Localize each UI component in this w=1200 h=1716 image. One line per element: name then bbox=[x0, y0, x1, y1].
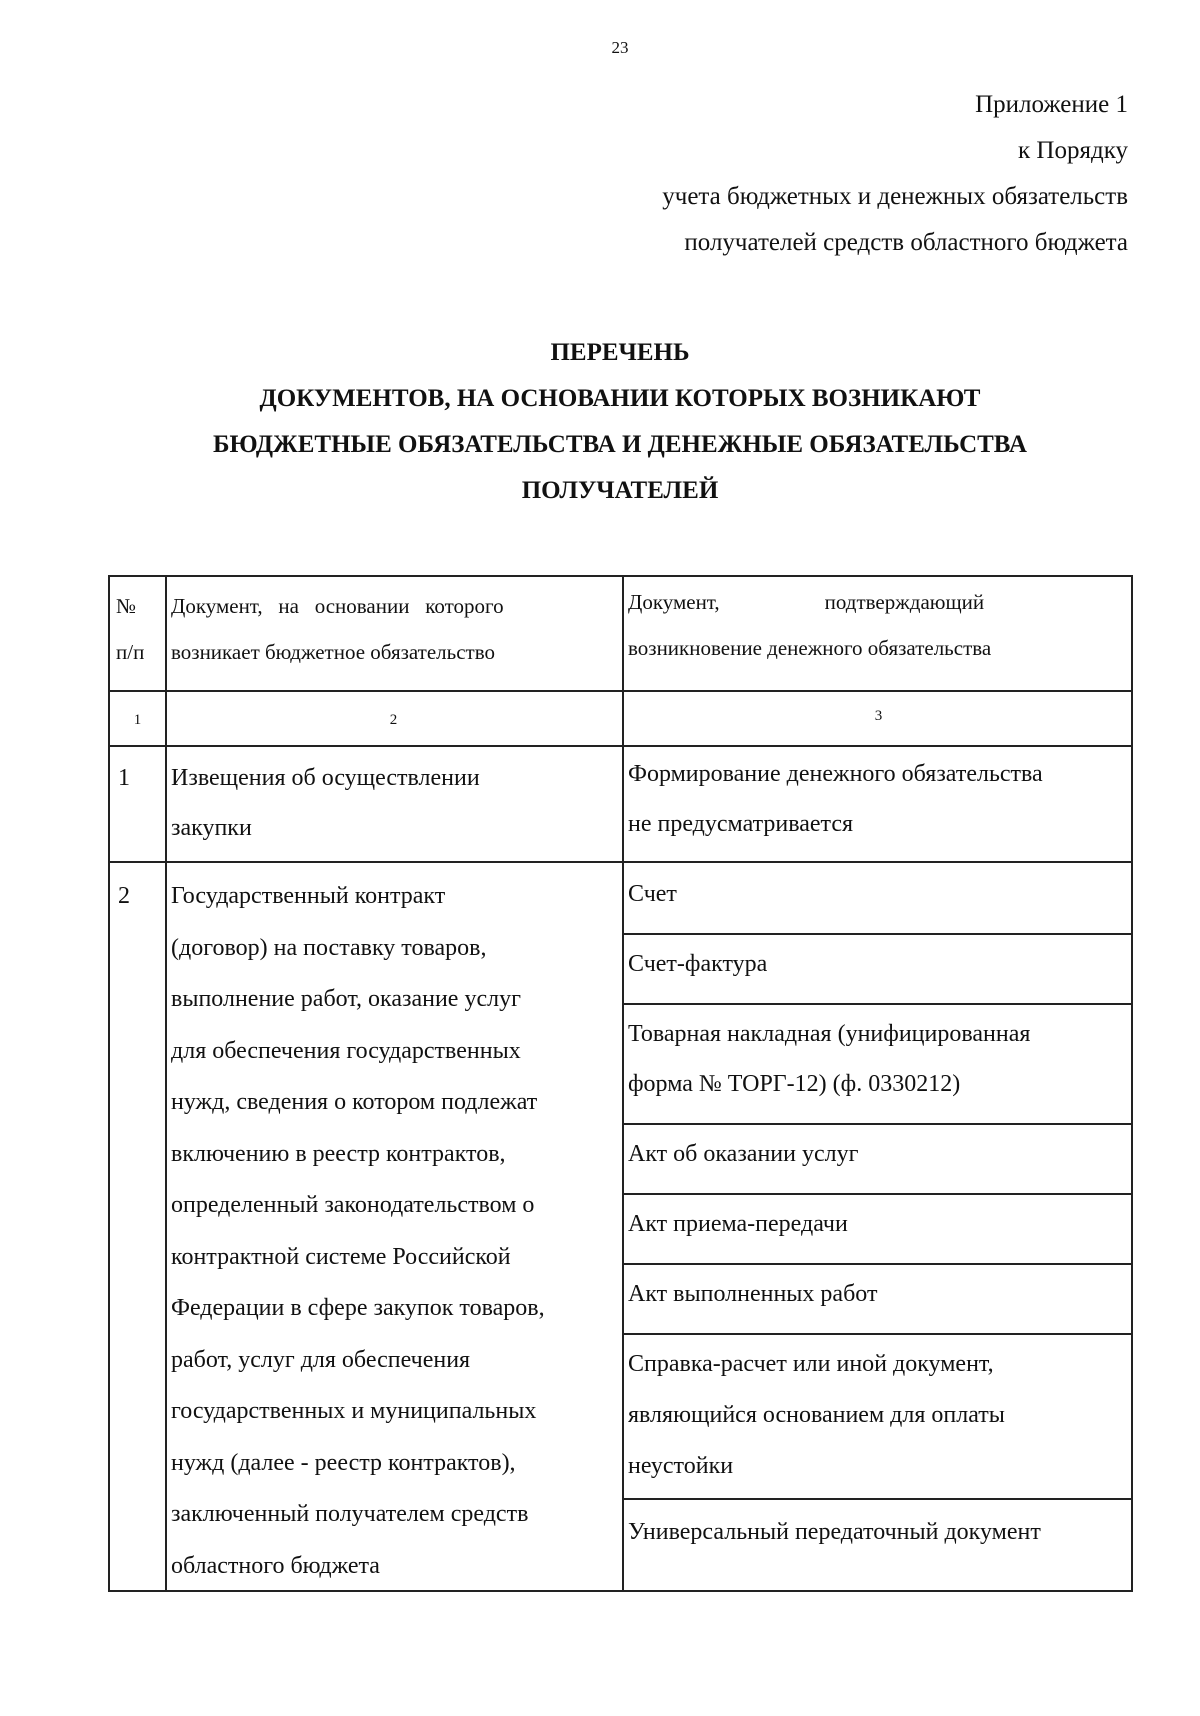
cell-text: для обеспечения государственных bbox=[171, 1037, 521, 1064]
row1-confirmation-cell bbox=[628, 749, 1133, 849]
cell-text: Формирование денежного обязательства bbox=[628, 761, 1043, 787]
header-text: № bbox=[116, 594, 137, 618]
cell-text: нужд, сведения о котором подлежат bbox=[171, 1089, 538, 1115]
header-text: возникает бюджетное обязательство bbox=[171, 640, 496, 664]
subrow-divider bbox=[622, 1193, 1131, 1195]
title-line: ДОКУМЕНТОВ, НА ОСНОВАНИИ КОТОРЫХ ВОЗНИКАЮТ bbox=[259, 385, 981, 412]
subrow-divider bbox=[622, 933, 1131, 935]
row-divider bbox=[110, 861, 1131, 863]
appendix-line: к Порядку bbox=[1018, 137, 1128, 164]
cell-text: форма № ТОРГ-12) (ф. 0330212) bbox=[628, 1071, 961, 1097]
cell-text: не предусматривается bbox=[628, 811, 854, 837]
cell-text: включению в реестр контрактов, bbox=[171, 1140, 506, 1167]
header-number-cell bbox=[116, 583, 162, 675]
subrow-divider bbox=[622, 1263, 1131, 1265]
row2-basis-cell bbox=[171, 871, 621, 1592]
cell-text: закупки bbox=[171, 815, 252, 841]
row2-doc-tax-invoice: Счет-фактура bbox=[628, 951, 768, 977]
row-divider bbox=[110, 745, 1131, 747]
cell-text: Товарная накладная (унифицированная bbox=[628, 1021, 1031, 1047]
title-line: БЮДЖЕТНЫЕ ОБЯЗАТЕЛЬСТВА И ДЕНЕЖНЫЕ ОБЯЗАТЕЛЬСТВА bbox=[213, 431, 1027, 458]
row2-doc-invoice: Счет bbox=[628, 881, 677, 907]
header-text: п/п bbox=[116, 640, 145, 664]
header-basis-cell bbox=[171, 583, 621, 675]
row2-doc-waybill bbox=[628, 1009, 1133, 1109]
row1-basis-cell bbox=[171, 753, 621, 853]
cell-text: работ, услуг для обеспечения bbox=[171, 1346, 471, 1373]
cell-text: нужд (далее - реестр контрактов), bbox=[171, 1449, 516, 1476]
cell-text: контрактной системе Российской bbox=[171, 1243, 511, 1270]
title-line: ПОЛУЧАТЕЛЕЙ bbox=[521, 477, 719, 504]
cell-text: заключенный получателем средств bbox=[171, 1501, 529, 1527]
cell-text: (договор) на поставку товаров, bbox=[171, 934, 487, 961]
appendix-line: получателей средств областного бюджета bbox=[684, 229, 1128, 256]
appendix-line: учета бюджетных и денежных обязательств bbox=[662, 183, 1128, 210]
cell-text: Извещения об осуществлении bbox=[171, 765, 480, 791]
row-number: 2 bbox=[118, 883, 130, 909]
cell-text: Федерации в сфере закупок товаров, bbox=[171, 1295, 545, 1321]
documents-table bbox=[108, 575, 1133, 1592]
page-number: 23 bbox=[611, 38, 629, 57]
title-line: ПЕРЕЧЕНЬ bbox=[550, 339, 690, 366]
column-number: 1 bbox=[133, 712, 142, 728]
cell-text: являющийся основанием для оплаты bbox=[628, 1402, 1005, 1428]
cell-text: неустойки bbox=[628, 1453, 734, 1479]
header-text: Документ, на основании которого bbox=[171, 594, 504, 618]
subrow-divider bbox=[622, 1333, 1131, 1335]
document-title bbox=[90, 330, 1150, 514]
cell-text: государственных и муниципальных bbox=[171, 1398, 537, 1424]
cell-text: Государственный контракт bbox=[171, 883, 446, 909]
column-number: 2 bbox=[389, 712, 398, 728]
appendix-header bbox=[488, 82, 1128, 266]
row2-doc-services-act: Акт об оказании услуг bbox=[628, 1141, 859, 1167]
header-text: Документ, подтверждающий bbox=[628, 590, 985, 614]
column-number: 3 bbox=[874, 708, 883, 724]
subrow-divider bbox=[622, 1003, 1131, 1005]
header-confirmation-cell bbox=[628, 579, 1133, 671]
row2-doc-universal-transfer: Универсальный передаточный документ bbox=[628, 1519, 1041, 1545]
subrow-divider bbox=[622, 1123, 1131, 1125]
row2-doc-works-act: Акт выполненных работ bbox=[628, 1281, 878, 1307]
appendix-line: Приложение 1 bbox=[975, 91, 1128, 118]
cell-text: Справка-расчет или иной документ, bbox=[628, 1351, 994, 1377]
cell-text: выполнение работ, оказание услуг bbox=[171, 986, 521, 1012]
cell-text: областного бюджета bbox=[171, 1552, 380, 1579]
row-number: 1 bbox=[118, 765, 130, 791]
subrow-divider bbox=[622, 1498, 1131, 1500]
cell-text: определенный законодательством о bbox=[171, 1192, 535, 1218]
row2-doc-penalty-reference bbox=[628, 1339, 1133, 1492]
row2-doc-transfer-act: Акт приема-передачи bbox=[628, 1211, 848, 1237]
header-text: возникновение денежного обязательства bbox=[628, 636, 992, 660]
